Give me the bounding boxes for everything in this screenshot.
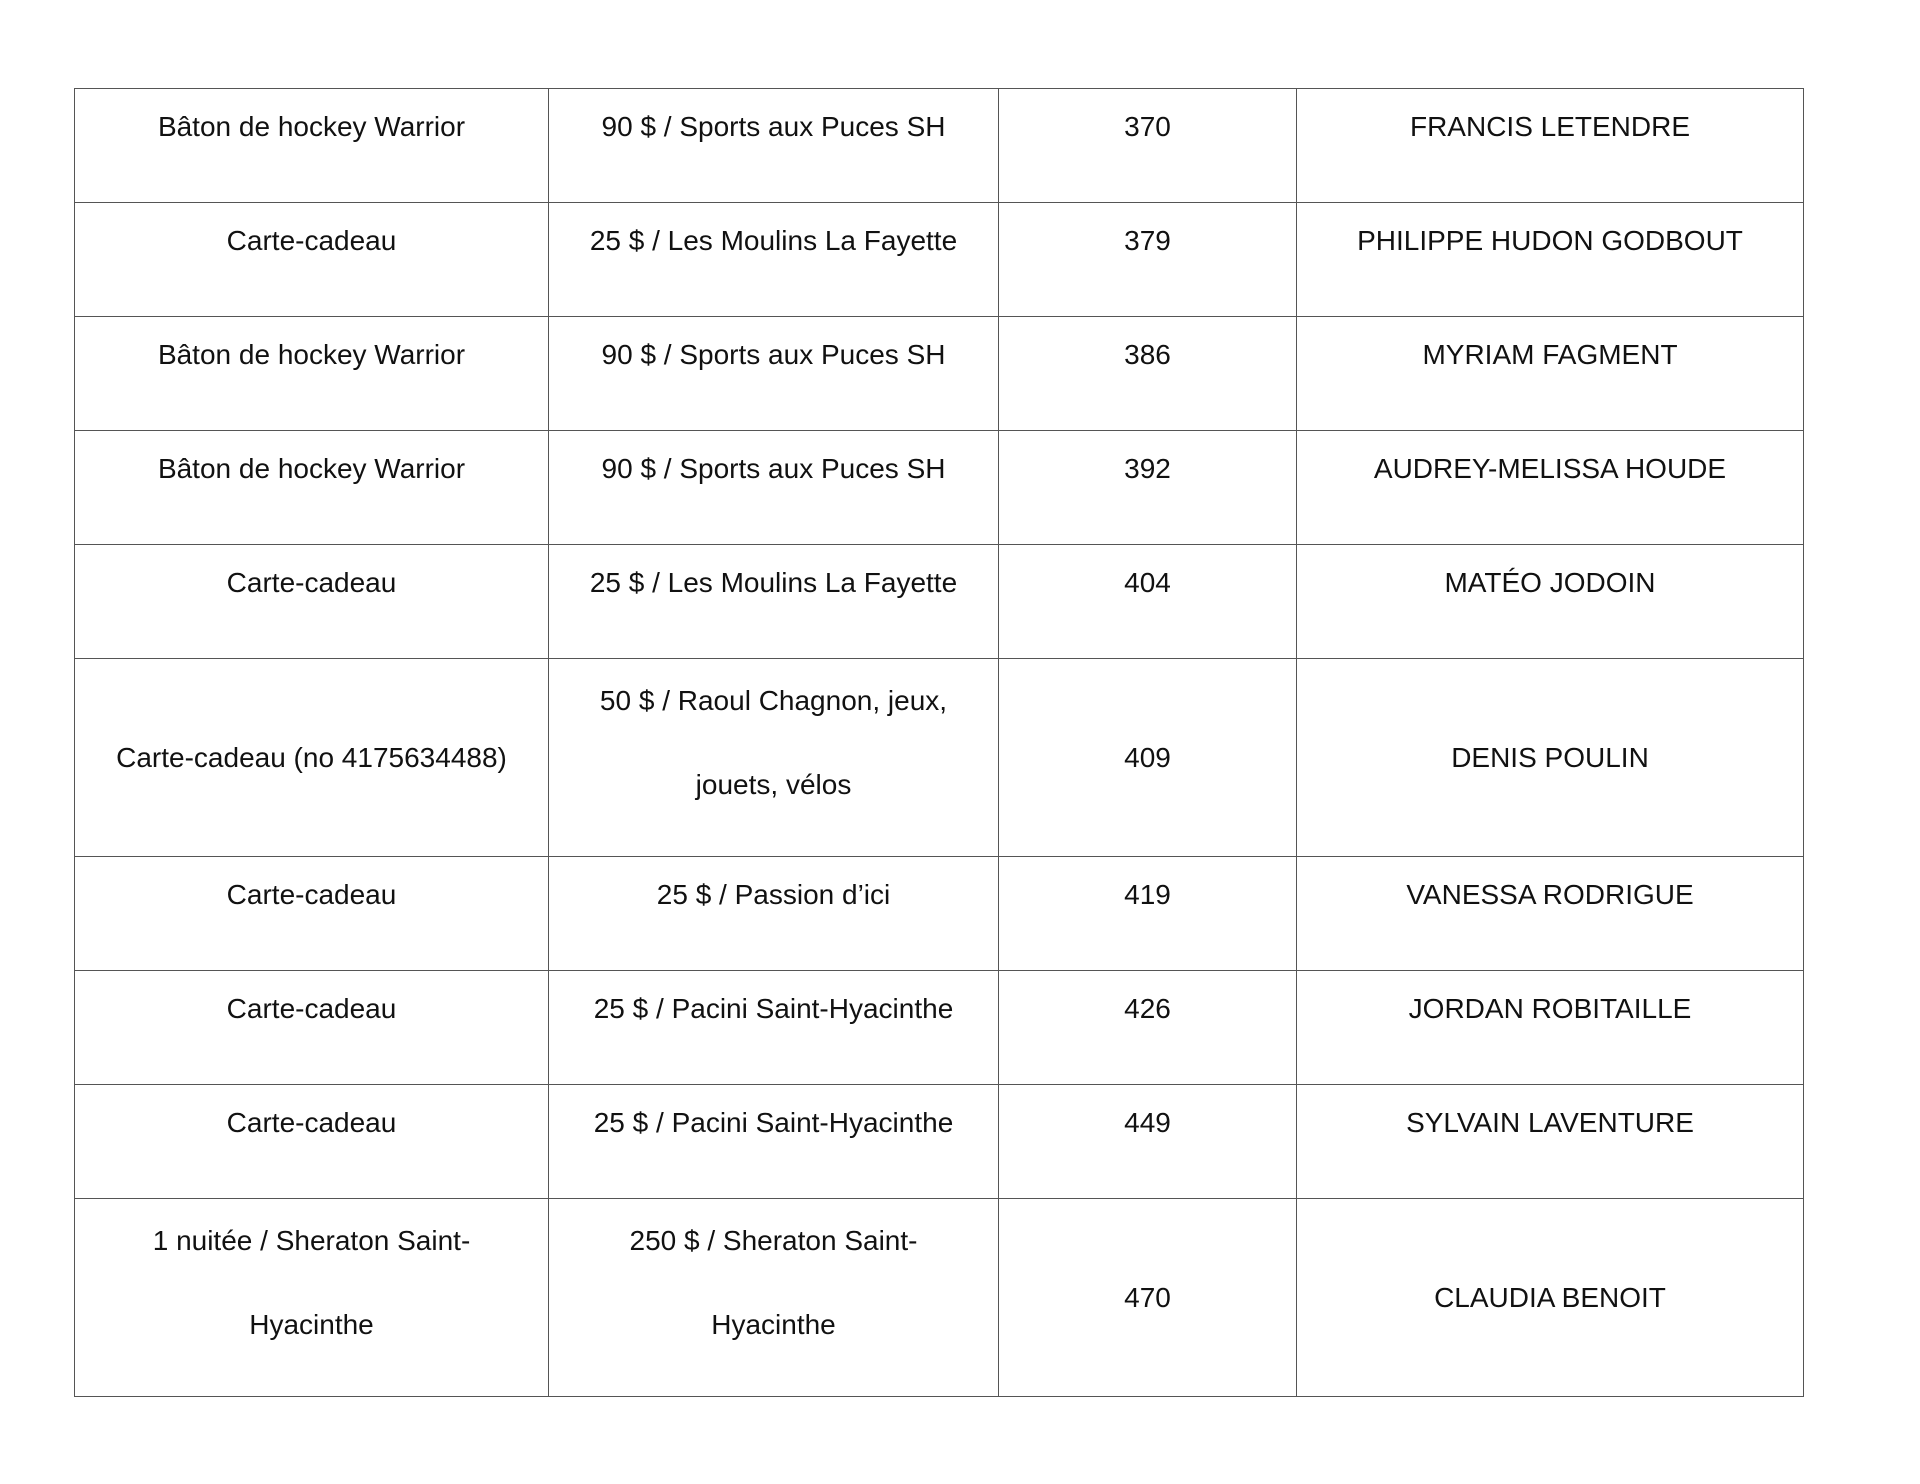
prize-cell: Bâton de hockey Warrior xyxy=(75,89,549,203)
value-line-1: 250 $ / Sheraton Saint- xyxy=(629,1225,918,1256)
winner-cell: SYLVAIN LAVENTURE xyxy=(1297,1085,1804,1199)
ticket-cell: 370 xyxy=(999,89,1297,203)
value-cell: 90 $ / Sports aux Puces SH xyxy=(549,431,999,545)
prize-cell: Carte-cadeau xyxy=(75,203,549,317)
winner-cell: JORDAN ROBITAILLE xyxy=(1297,971,1804,1085)
table-row xyxy=(75,857,1804,971)
prize-winners-table xyxy=(74,88,1804,1397)
value-line-2: Hyacinthe xyxy=(711,1309,836,1340)
value-cell xyxy=(549,659,999,857)
prize-cell: Carte-cadeau xyxy=(75,857,549,971)
winner-cell: MATÉO JODOIN xyxy=(1297,545,1804,659)
prize-cell: Carte-cadeau xyxy=(75,545,549,659)
prize-line-1: 1 nuitée / Sheraton Saint- xyxy=(152,1225,471,1256)
ticket-cell: 470 xyxy=(999,1199,1297,1397)
prize-cell: Carte-cadeau xyxy=(75,1085,549,1199)
value-cell: 25 $ / Pacini Saint-Hyacinthe xyxy=(549,1085,999,1199)
winner-cell: AUDREY-MELISSA HOUDE xyxy=(1297,431,1804,545)
table-row xyxy=(75,971,1804,1085)
table-row xyxy=(75,431,1804,545)
prize-line-2: Hyacinthe xyxy=(249,1309,374,1340)
ticket-cell: 419 xyxy=(999,857,1297,971)
table-row xyxy=(75,659,1804,857)
table-row xyxy=(75,545,1804,659)
winner-cell: DENIS POULIN xyxy=(1297,659,1804,857)
value-cell: 90 $ / Sports aux Puces SH xyxy=(549,89,999,203)
prize-cell: Carte-cadeau (no 4175634488) xyxy=(75,659,549,857)
ticket-cell: 426 xyxy=(999,971,1297,1085)
winner-cell: MYRIAM FAGMENT xyxy=(1297,317,1804,431)
prize-cell: Bâton de hockey Warrior xyxy=(75,317,549,431)
table-row xyxy=(75,203,1804,317)
winner-cell: CLAUDIA BENOIT xyxy=(1297,1199,1804,1397)
value-cell: 90 $ / Sports aux Puces SH xyxy=(549,317,999,431)
winner-cell: VANESSA RODRIGUE xyxy=(1297,857,1804,971)
value-cell: 25 $ / Pacini Saint-Hyacinthe xyxy=(549,971,999,1085)
prize-cell: Carte-cadeau xyxy=(75,971,549,1085)
ticket-cell: 404 xyxy=(999,545,1297,659)
table-row xyxy=(75,1199,1804,1397)
ticket-cell: 449 xyxy=(999,1085,1297,1199)
ticket-cell: 392 xyxy=(999,431,1297,545)
table-row xyxy=(75,317,1804,431)
table-row xyxy=(75,1085,1804,1199)
value-cell: 25 $ / Les Moulins La Fayette xyxy=(549,545,999,659)
prize-cell: Bâton de hockey Warrior xyxy=(75,431,549,545)
value-line-1: 50 $ / Raoul Chagnon, jeux, xyxy=(599,685,948,716)
ticket-cell: 409 xyxy=(999,659,1297,857)
value-line-2: jouets, vélos xyxy=(695,769,852,800)
value-cell: 25 $ / Passion d’ici xyxy=(549,857,999,971)
ticket-cell: 386 xyxy=(999,317,1297,431)
winner-cell: FRANCIS LETENDRE xyxy=(1297,89,1804,203)
value-cell: 25 $ / Les Moulins La Fayette xyxy=(549,203,999,317)
winner-cell: PHILIPPE HUDON GODBOUT xyxy=(1297,203,1804,317)
prize-cell xyxy=(75,1199,549,1397)
ticket-cell: 379 xyxy=(999,203,1297,317)
value-cell xyxy=(549,1199,999,1397)
table-row xyxy=(75,89,1804,203)
